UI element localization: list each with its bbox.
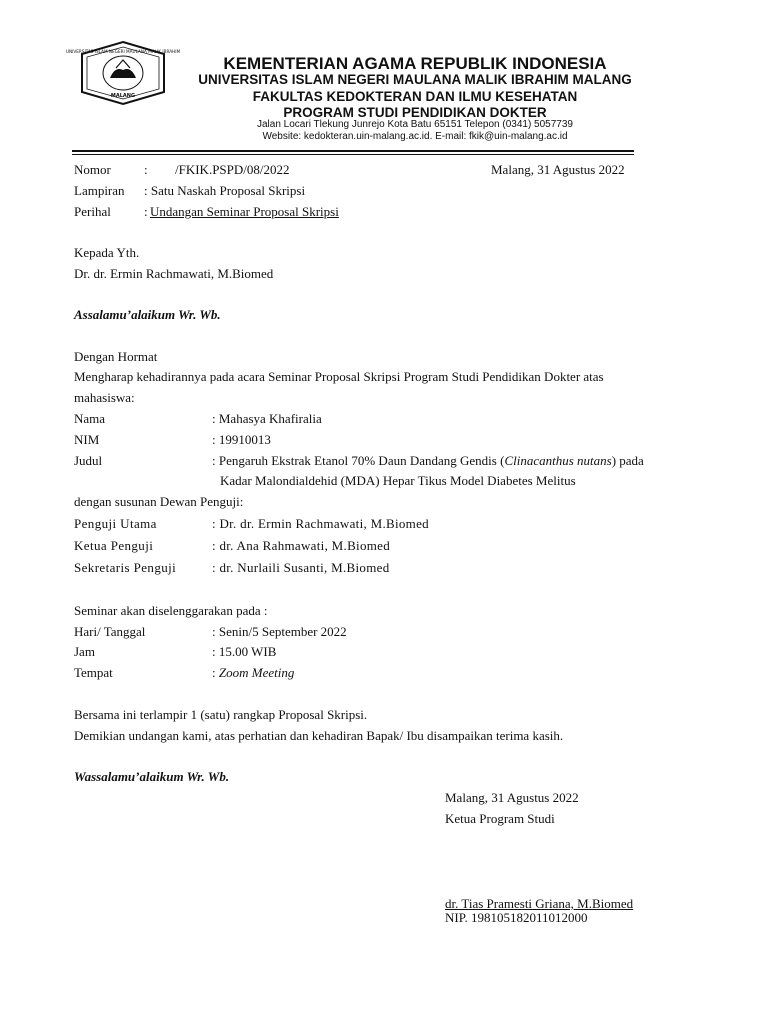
header-program: PROGRAM STUDI PENDIDIKAN DOKTER [283,105,547,120]
header-university: UNIVERSITAS ISLAM NEGERI MAULANA MALIK IBRAHIM MALANG [198,72,632,87]
header-ministry: KEMENTERIAN AGAMA REPUBLIK INDONESIA [223,54,607,73]
judul-part1: : Pengaruh Ekstrak Etanol 70% Daun Dandang Gendis ( [212,453,505,468]
schedule-day-label: Hari/ Tanggal [74,624,146,639]
university-seal-logo [65,40,181,106]
examiner-name-3: : dr. Nurlaili Susanti, M.Biomed [212,560,390,575]
closing-note: Demikian undangan kami, atas perhatian dan kehadiran Bapak/ Ibu disampaikan terima kasih. [74,728,564,743]
schedule-day-value: : Senin/5 September 2022 [212,624,347,639]
judul-species: Clinacanthus nutans [504,453,612,468]
schedule-place-separator: : [212,665,219,680]
nomor-separator: : [144,162,148,177]
lampiran-label: Lampiran [74,183,125,198]
logo-text-top: UNIVERSITAS ISLAM NEGERI MAULANA MALIK IBRAHIM [65,49,181,54]
schedule-intro: Seminar akan diselenggarakan pada : [74,603,268,618]
schedule-place [212,665,294,681]
signature-place-date: Malang, 31 Agustus 2022 [445,790,579,805]
perihal-label: Perihal [74,204,111,219]
student-judul-label: Judul [74,453,103,468]
student-nim-label: NIM [74,432,100,447]
student-judul-line1 [212,453,644,469]
opening: Dengan Hormat [74,349,158,364]
schedule-place-value: Zoom Meeting [218,665,295,680]
header-divider-thin [72,154,634,155]
schedule-time-label: Jam [74,644,95,659]
schedule-place-label: Tempat [74,665,113,680]
farewell: Wassalamu’alaikum Wr. Wb. [74,769,230,784]
student-nim-value: : 19910013 [212,432,271,447]
attachment-note: Bersama ini terlampir 1 (satu) rangkap Proposal Skripsi. [74,707,368,722]
header-address: Jalan Locari Tlekung Junrejo Kota Batu 65151 Telepon (0341) 5057739 [257,119,573,130]
lampiran-value: : Satu Naskah Proposal Skripsi [144,183,306,198]
letter-date: Malang, 31 Agustus 2022 [491,162,625,177]
judul-part2: ) pada [611,453,644,468]
header-divider-thick [72,150,634,152]
signatory-name: dr. Tias Pramesti Griana, M.Biomed [445,896,634,911]
signatory-nip: NIP. 198105182011012000 [445,910,588,925]
header-website: Website: kedokteran.uin-malang.ac.id. E-mail: fkik@uin-malang.ac.id [262,131,568,142]
examiner-role-2: Ketua Penguji [74,538,154,553]
logo-text-bottom: MALANG [110,93,136,99]
examiner-name-2: : dr. Ana Rahmawati, M.Biomed [212,538,391,553]
student-judul-line2: Kadar Malondialdehid (MDA) Hepar Tikus Model Diabetes Melitus [220,473,576,488]
signature-position: Ketua Program Studi [445,811,555,826]
schedule-time-value: : 15.00 WIB [212,644,277,659]
header-faculty: FAKULTAS KEDOKTERAN DAN ILMU KESEHATAN [252,89,578,104]
recipient-name: Dr. dr. Ermin Rachmawati, M.Biomed [74,266,274,281]
perihal-separator: : [144,204,148,219]
perihal-value: Undangan Seminar Proposal Skripsi [150,204,339,219]
examiner-role-3: Sekretaris Penguji [74,560,177,575]
student-nama-label: Nama [74,411,106,426]
recipient-salutation: Kepada Yth. [74,245,140,260]
student-nama-value: : Mahasya Khafiralia [212,411,322,426]
intro-line2: mahasiswa: [74,390,135,405]
greeting: Assalamu’alaikum Wr. Wb. [74,307,221,322]
examiners-intro: dengan susunan Dewan Penguji: [74,494,244,509]
nomor-value: /FKIK.PSPD/08/2022 [175,162,290,177]
intro-line1: Mengharap kehadirannya pada acara Seminar Proposal Skripsi Program Studi Pendidikan Dokter atas [74,369,604,384]
examiner-name-1: : Dr. dr. Ermin Rachmawati, M.Biomed [212,516,429,531]
nomor-label: Nomor [74,162,111,177]
examiner-role-1: Penguji Utama [74,516,157,531]
